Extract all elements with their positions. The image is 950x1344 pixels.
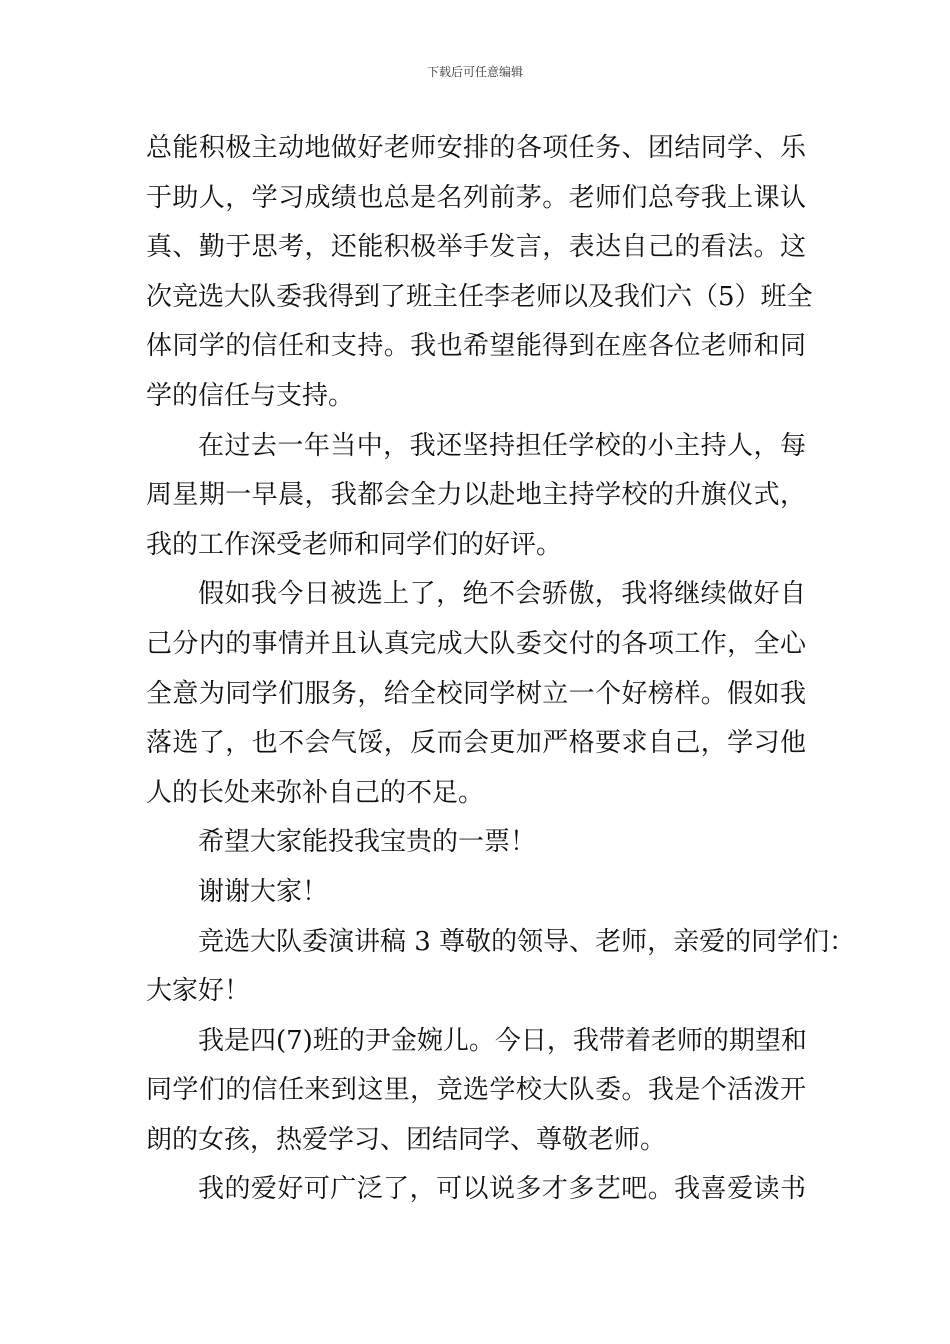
text-line: 周星期一早晨，我都会全力以赴地主持学校的升旗仪式， bbox=[146, 480, 806, 511]
text-line: 在过去一年当中，我还坚持担任学校的小主持人，每 bbox=[198, 430, 806, 461]
text-line: 我的爱好可广泛了，可以说多才多艺吧。我喜爱读书 bbox=[198, 1174, 806, 1205]
text-line: 希望大家能投我宝贵的一票！ bbox=[198, 827, 537, 858]
text-line: 同学们的信任来到这里，竞选学校大队委。我是个活泼开 bbox=[146, 1075, 806, 1106]
text-line: 总能积极主动地做好老师安排的各项任务、团结同学、乐 bbox=[146, 133, 806, 163]
text-line: 人的长处来弥补自己的不足。 bbox=[146, 777, 485, 808]
document-body bbox=[146, 124, 856, 1215]
text-line: 真、勤于思考，还能积极举手发言，表达自己的看法。这 bbox=[146, 232, 806, 263]
text-line: 次竞选大队委我得到了班主任李老师以及我们六（5）班全 bbox=[146, 281, 813, 312]
text-line: 谢谢大家！ bbox=[198, 876, 329, 907]
text-line: 学的信任与支持。 bbox=[146, 380, 355, 411]
text-line: 全意为同学们服务，给全校同学树立一个好榜样。假如我 bbox=[146, 678, 806, 709]
text-line: 竞选大队委演讲稿 3 尊敬的领导、老师，亲爱的同学们： bbox=[198, 926, 856, 957]
text-line: 我是四(7)班的尹金婉儿。今日，我带着老师的期望和 bbox=[198, 1025, 807, 1056]
text-line: 我的工作深受老师和同学们的好评。 bbox=[146, 529, 563, 560]
text-line: 朗的女孩，热爱学习、团结同学、尊敬老师。 bbox=[146, 1124, 667, 1155]
text-line: 大家好！ bbox=[146, 976, 251, 1007]
text-line: 体同学的信任和支持。我也希望能得到在座各位老师和同 bbox=[146, 331, 806, 362]
text-line: 于助人，学习成绩也总是名列前茅。老师们总夸我上课认 bbox=[146, 182, 806, 213]
text-line: 落选了，也不会气馁，反而会更加严格要求自己，学习他 bbox=[146, 728, 806, 759]
text-line: 己分内的事情并且认真完成大队委交付的各项工作，全心 bbox=[146, 628, 806, 659]
text-line: 假如我今日被选上了，绝不会骄傲，我将继续做好自 bbox=[198, 579, 806, 610]
page-header: 下载后可任意编辑 bbox=[426, 65, 523, 79]
